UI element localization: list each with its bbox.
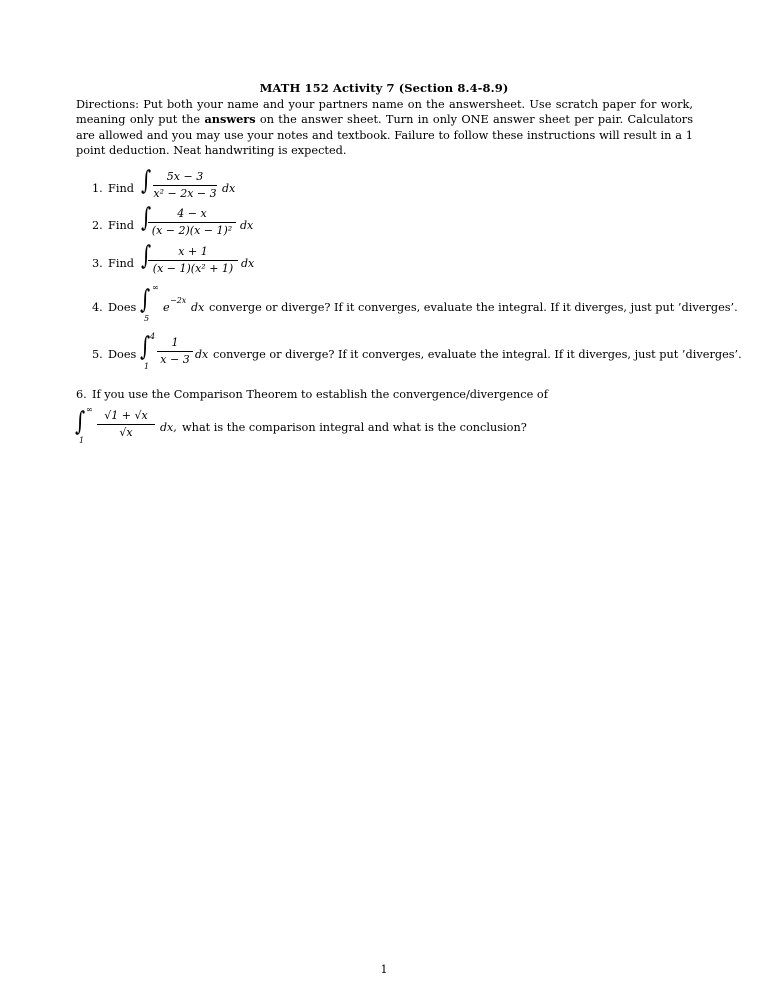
integral-sign: ∫ (141, 203, 152, 233)
differential: dx (195, 348, 209, 361)
differential: dx (241, 257, 255, 270)
integral-sign: ∫ (140, 332, 151, 362)
fraction-denominator: (x − 2)(x − 1)² (151, 224, 233, 237)
fraction-bar (97, 424, 155, 425)
fraction-bar (148, 260, 238, 261)
upper-limit: 4 (150, 332, 156, 341)
upper-limit: ∞ (152, 283, 159, 292)
differential: dx (191, 301, 205, 314)
fraction-numerator: 5x − 3 (166, 170, 204, 183)
question-text: converge or diverge? If it converges, evaluate the integral. If it diverges, just put ’diverges’. (213, 348, 742, 361)
directions-text-1: Directions: Put both your name and your partners name on the answersheet. Use scratch paper for work, meaning only put the (76, 98, 693, 127)
fraction-numerator: 1 (171, 336, 179, 349)
directions-paragraph (76, 97, 693, 159)
question-number: 5. (92, 348, 103, 361)
page-title: MATH 152 Activity 7 (Section 8.4-8.9) (259, 81, 509, 95)
lower-limit: 1 (79, 436, 85, 445)
question-text: converge or diverge? If it converges, evaluate the integral. If it diverges, just put ’diverges’. (209, 301, 738, 314)
directions-text-2: on the answer sheet. Turn in only ONE answer sheet per pair. Calculators are allowed and you may use your notes and textbook. Failure to follow these instructions will result in a 1 point deduction. Neat handwriting is expected. (76, 113, 694, 158)
integrand-fraction (153, 170, 217, 201)
fraction-numerator: 4 − x (177, 207, 207, 220)
lower-limit: 1 (144, 362, 150, 371)
question-verb: Find (108, 182, 134, 195)
question-verb: Find (108, 257, 134, 270)
question-text-tail: what is the comparison integral and what is the conclusion? (182, 421, 527, 434)
fraction-numerator: x + 1 (178, 245, 208, 258)
integrand-exponent: −2x (170, 296, 187, 305)
question-number: 1. (92, 182, 103, 195)
upper-limit: ∞ (86, 405, 93, 414)
fraction-denominator: √x (119, 426, 133, 439)
fraction-bar (157, 351, 193, 352)
integral-sign: ∫ (141, 166, 152, 196)
directions-bold-answers: answers (204, 112, 256, 127)
integrand-base: e (163, 301, 170, 314)
question-number: 4. (92, 301, 103, 314)
fraction-bar (148, 222, 236, 223)
fraction-denominator: x − 3 (160, 353, 190, 366)
question-verb: Does (108, 348, 137, 361)
question-verb: Find (108, 219, 134, 232)
integral-sign: ∫ (140, 285, 151, 315)
integrand-fraction (148, 207, 236, 238)
integrand-fraction (97, 409, 155, 440)
differential: dx (222, 182, 236, 195)
question-text: If you use the Comparison Theorem to establish the convergence/divergence of (92, 388, 548, 401)
question-number: 6. (76, 388, 87, 401)
integrand-fraction (148, 245, 238, 276)
integral-sign: ∫ (141, 241, 152, 271)
question-number: 2. (92, 219, 103, 232)
question-number: 3. (92, 257, 103, 270)
integral-sign: ∫ (75, 407, 86, 437)
page-number: 1 (380, 963, 388, 976)
fraction-bar (153, 185, 217, 186)
differential: dx (240, 219, 254, 232)
integrand-fraction (157, 336, 193, 367)
fraction-denominator: x² − 2x − 3 (153, 187, 217, 200)
fraction-numerator: √1 + √x (104, 409, 148, 422)
differential: dx, (160, 421, 177, 434)
fraction-denominator: (x − 1)(x² + 1) (152, 262, 234, 275)
question-verb: Does (108, 301, 137, 314)
lower-limit: 5 (144, 314, 150, 323)
